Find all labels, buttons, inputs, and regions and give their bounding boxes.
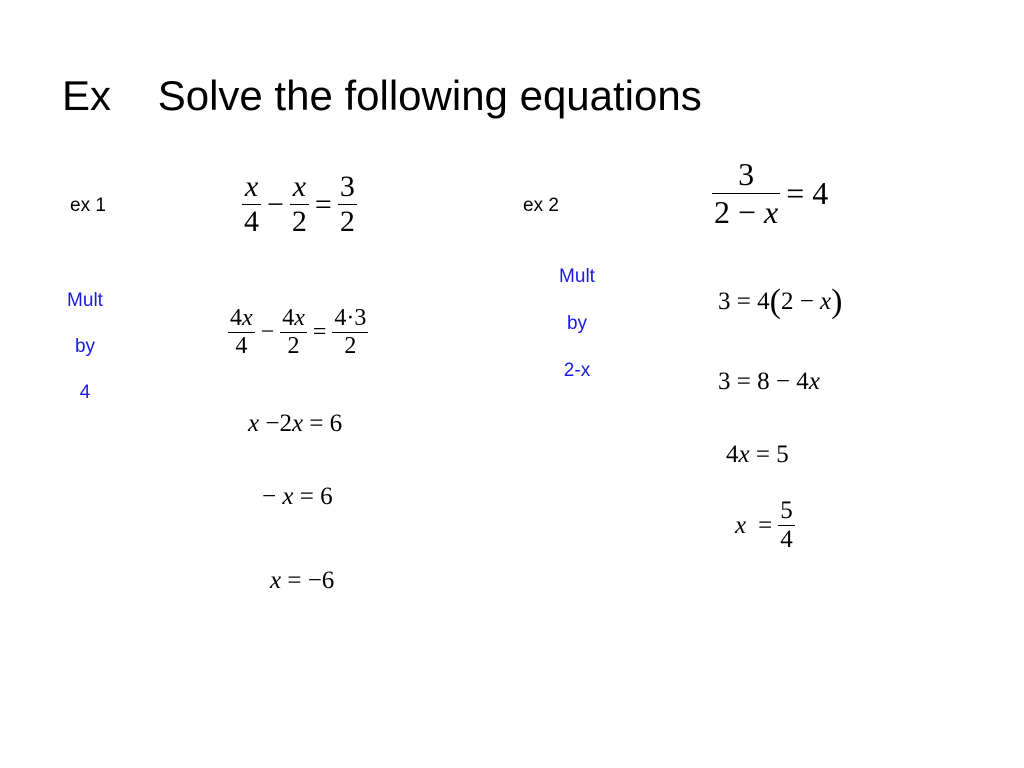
ex2-step5: x = $\frac{5}{4}$ (735, 497, 793, 553)
ex1-hint-line2: by (74, 336, 96, 357)
ex1-step4: − x = 6 (262, 483, 333, 510)
ex1-step1: $\frac{x}{4}$ − $\frac{x}{2}$ = $\frac{3}{2}$ (244, 170, 355, 238)
ex1-step2-frac-c: $\frac{4\cdot 3}{2}$ (334, 305, 367, 359)
ex1-step1-frac-c: $\frac{3}{2}$ (339, 170, 355, 238)
ex1-step2: $\frac{4x}{4}$ − $\frac{4x}{2}$ = $\frac{4\cdot 3}{2}$ (230, 305, 367, 359)
ex2-label: ex 2 (523, 195, 559, 216)
ex2-hint-line1: Mult (559, 266, 595, 287)
ex1-hint (56, 290, 114, 428)
ex2-step2: 3 = 4(2 − x) (718, 283, 843, 320)
ex1-step2-frac-a: $\frac{4x}{4}$ (230, 305, 253, 359)
ex1-hint-line1: Mult (67, 290, 103, 311)
ex2-step1-frac: $\frac{3}{2 - x}$ (714, 156, 779, 230)
ex2-hint-line2: by (566, 313, 588, 334)
ex2-hint-line3: 2-x (563, 360, 591, 381)
title-ex: Ex (62, 72, 112, 119)
ex2-step1: $\frac{3}{2 - x}$ = 4 (714, 156, 829, 230)
ex1-step5: x = −6 (270, 567, 335, 594)
page-title (62, 72, 702, 120)
ex2-step3: 3 = 8 − 4x (718, 368, 820, 395)
ex2-hint (545, 266, 609, 407)
ex1-step1-frac-a: $\frac{x}{4}$ (244, 170, 259, 238)
ex1-step1-frac-b: $\frac{x}{2}$ (291, 170, 307, 238)
ex1-step2-frac-b: $\frac{4x}{2}$ (282, 305, 305, 359)
ex1-hint-line3: 4 (79, 382, 91, 403)
ex1-step3: x −2x = 6 (248, 410, 343, 437)
title-text: Solve the following equations (157, 72, 702, 119)
ex1-label: ex 1 (70, 195, 106, 216)
ex2-step5-frac: $\frac{5}{4}$ (780, 497, 793, 553)
ex2-step4: 4x = 5 (726, 441, 789, 468)
